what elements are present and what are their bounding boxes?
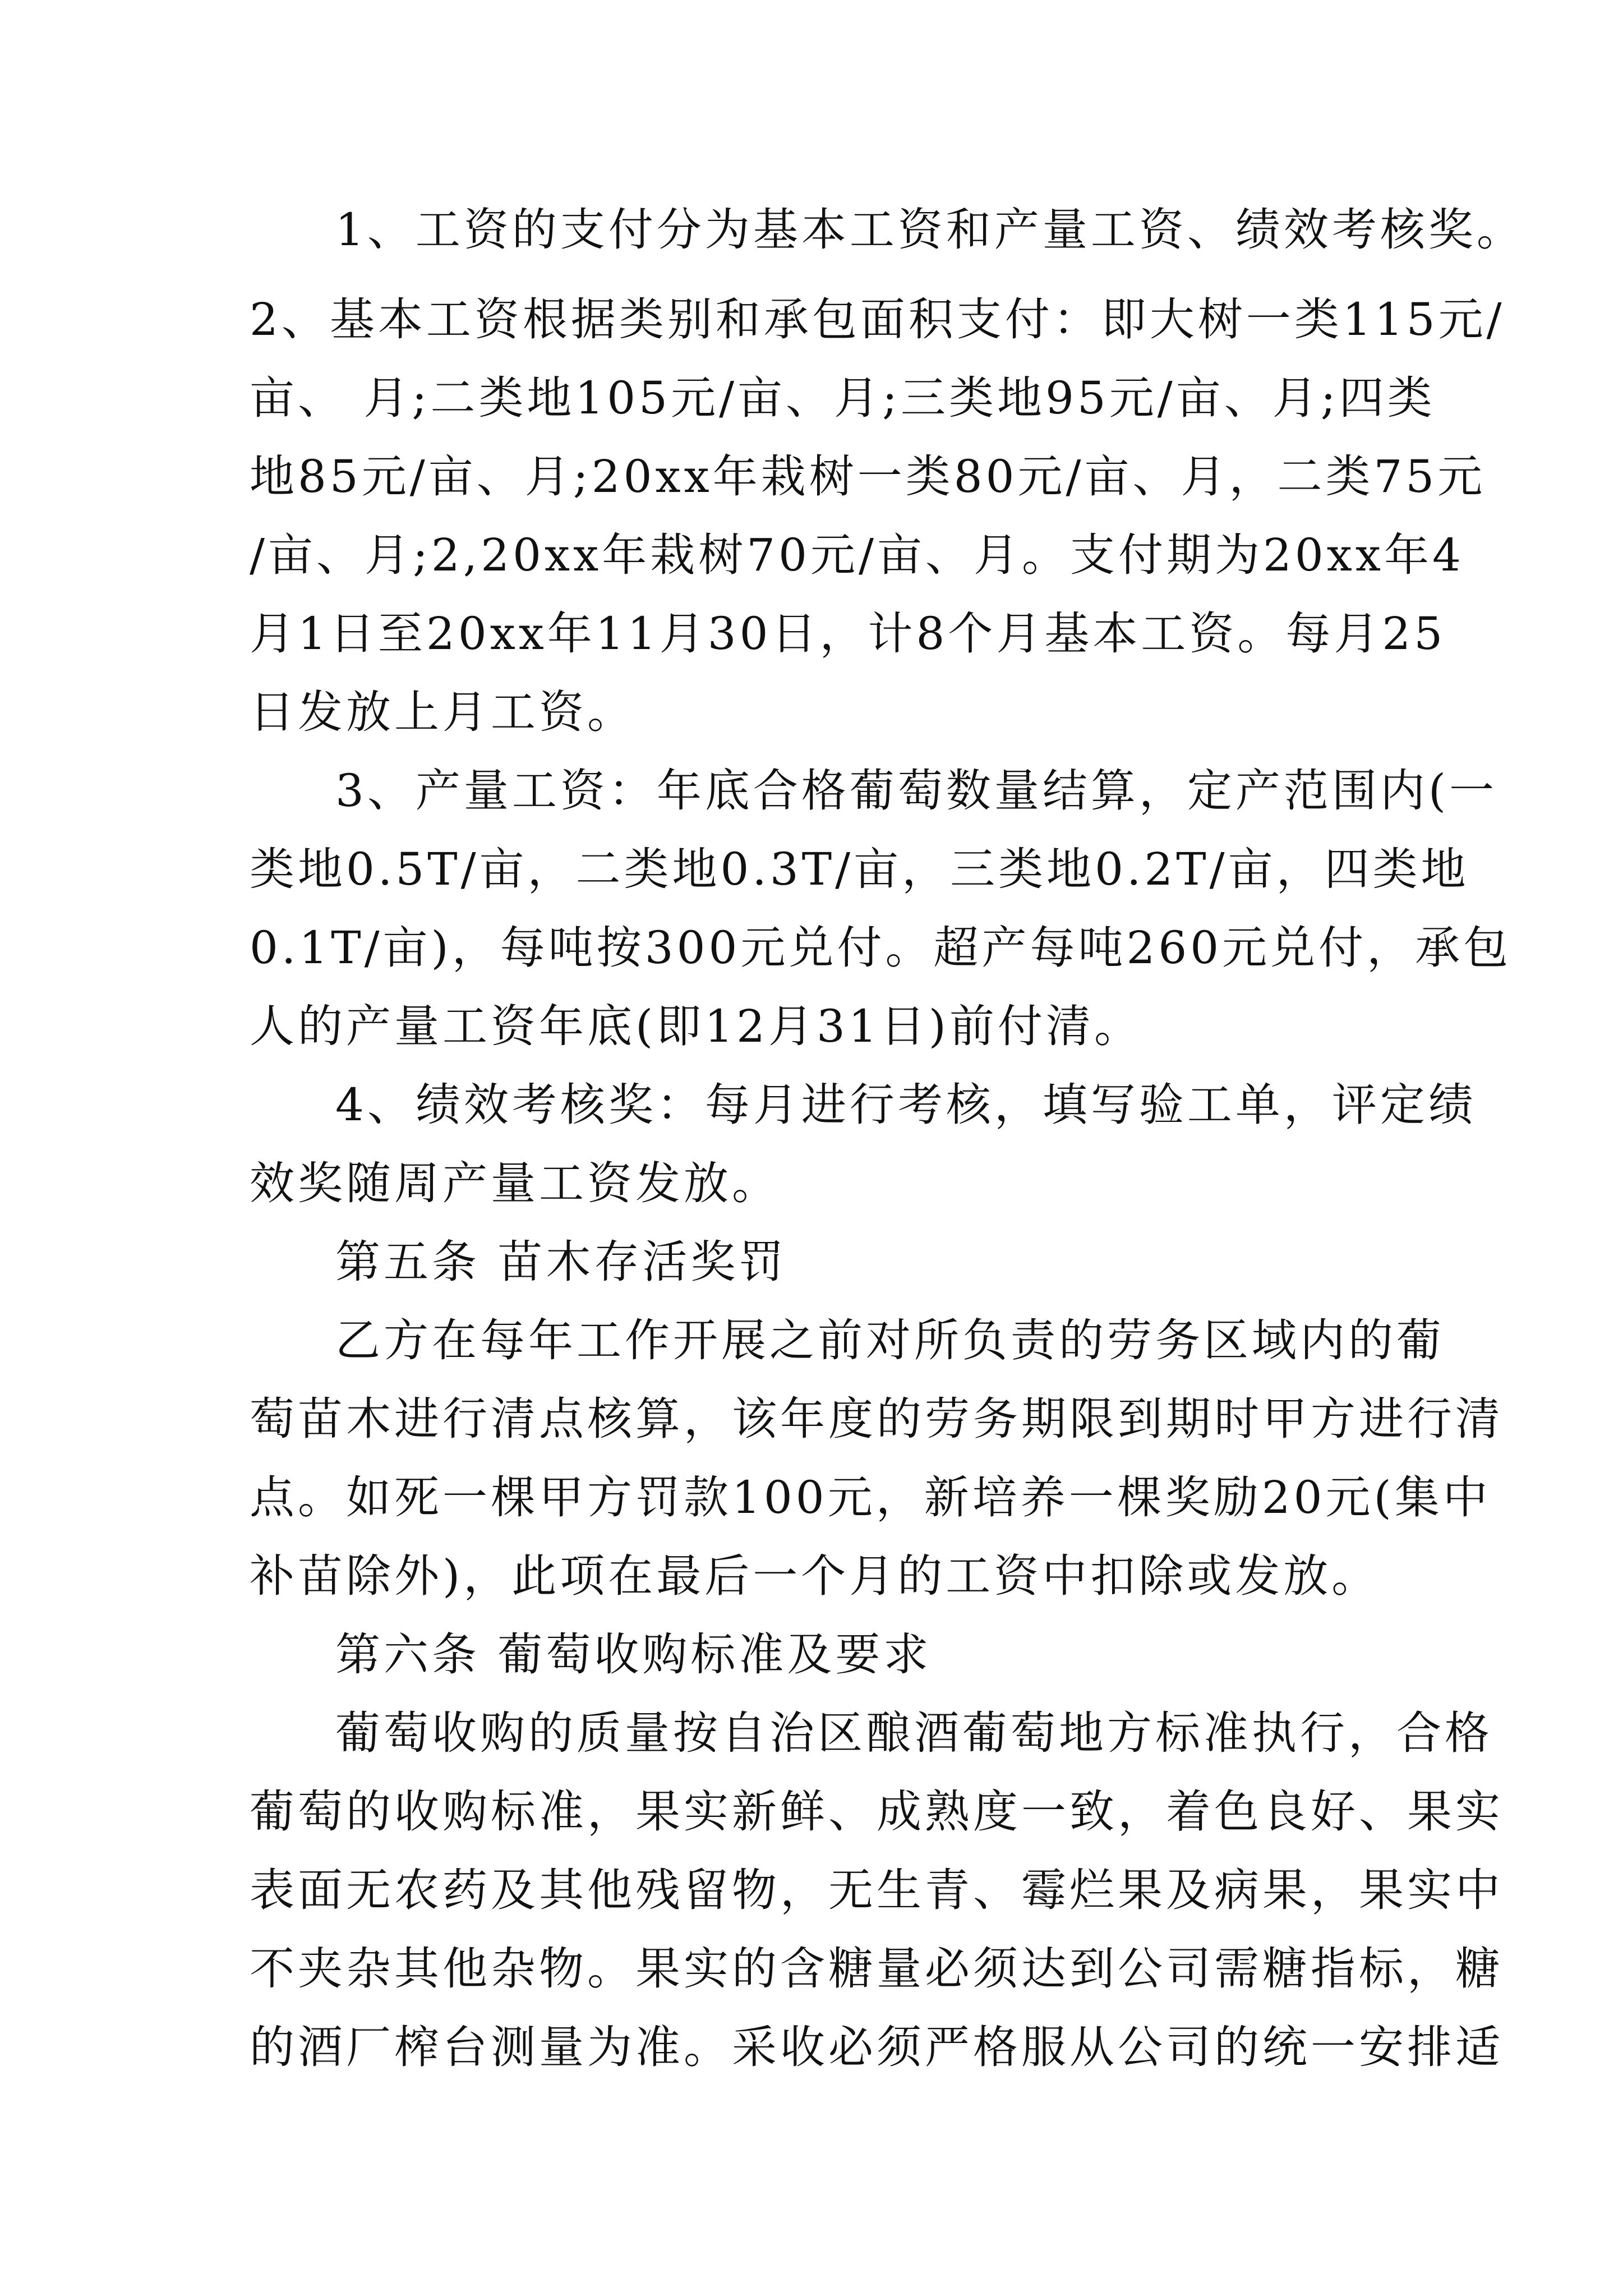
text-line: 1、工资的支付分为基本工资和产量工资、绩效考核奖。 xyxy=(335,204,1525,256)
text-line: 的酒厂榨台测量为准。采收必须严格服从公司的统一安排适 xyxy=(250,2021,1504,2073)
text-line: 不夹杂其他杂物。果实的含糖量必须达到公司需糖指标，糖 xyxy=(250,1943,1504,1995)
text-line: 3、产量工资：年底合格葡萄数量结算，定产范围内(一 xyxy=(335,765,1498,817)
text-line: 葡萄的收购标准，果实新鲜、成熟度一致，着色良好、果实 xyxy=(250,1786,1504,1838)
text-line: 表面无农药及其他残留物，无生青、霉烂果及病果，果实中 xyxy=(250,1864,1504,1916)
text-line: 地85元/亩、月;20xx年栽树一类80元/亩、月，二类75元 xyxy=(250,450,1486,503)
text-line: 乙方在每年工作开展之前对所负责的劳务区域内的葡 xyxy=(335,1314,1445,1366)
text-line: 葡萄收购的质量按自治区酿酒葡萄地方标准执行，合格 xyxy=(335,1707,1493,1759)
text-line: 效奖随周产量工资发放。 xyxy=(250,1157,780,1209)
text-line: 点。如死一棵甲方罚款100元，新培养一棵奖励20元(集中 xyxy=(250,1471,1491,1524)
text-line: 类地0.5T/亩，二类地0.3T/亩，三类地0.2T/亩，四类地 xyxy=(250,843,1469,895)
text-line: 月1日至20xx年11月30日，计8个月基本工资。每月25 xyxy=(250,608,1446,660)
section-heading: 第六条 葡萄收购标准及要求 xyxy=(335,1628,932,1681)
text-line: 2、基本工资根据类别和承包面积支付：即大树一类115元/ xyxy=(250,293,1505,346)
text-line: 萄苗木进行清点核算，该年度的劳务期限到期时甲方进行清 xyxy=(250,1393,1504,1445)
text-line: 亩、 月;二类地105元/亩、月;三类地95元/亩、月;四类 xyxy=(250,372,1436,424)
text-line: /亩、月;2,20xx年栽树70元/亩、月。支付期为20xx年4 xyxy=(250,529,1464,581)
text-line: 补苗除外)，此项在最后一个月的工资中扣除或发放。 xyxy=(250,1550,1380,1602)
text-line: 4、绩效考核奖：每月进行考核，填写验工单，评定绩 xyxy=(335,1079,1477,1131)
text-line: 人的产量工资年底(即12月31日)前付清。 xyxy=(250,1000,1143,1052)
text-line: 日发放上月工资。 xyxy=(250,686,635,738)
section-heading: 第五条 苗木存活奖罚 xyxy=(335,1236,787,1288)
text-line: 0.1T/亩)，每吨按300元兑付。超产每吨260元兑付，承包 xyxy=(250,922,1512,974)
